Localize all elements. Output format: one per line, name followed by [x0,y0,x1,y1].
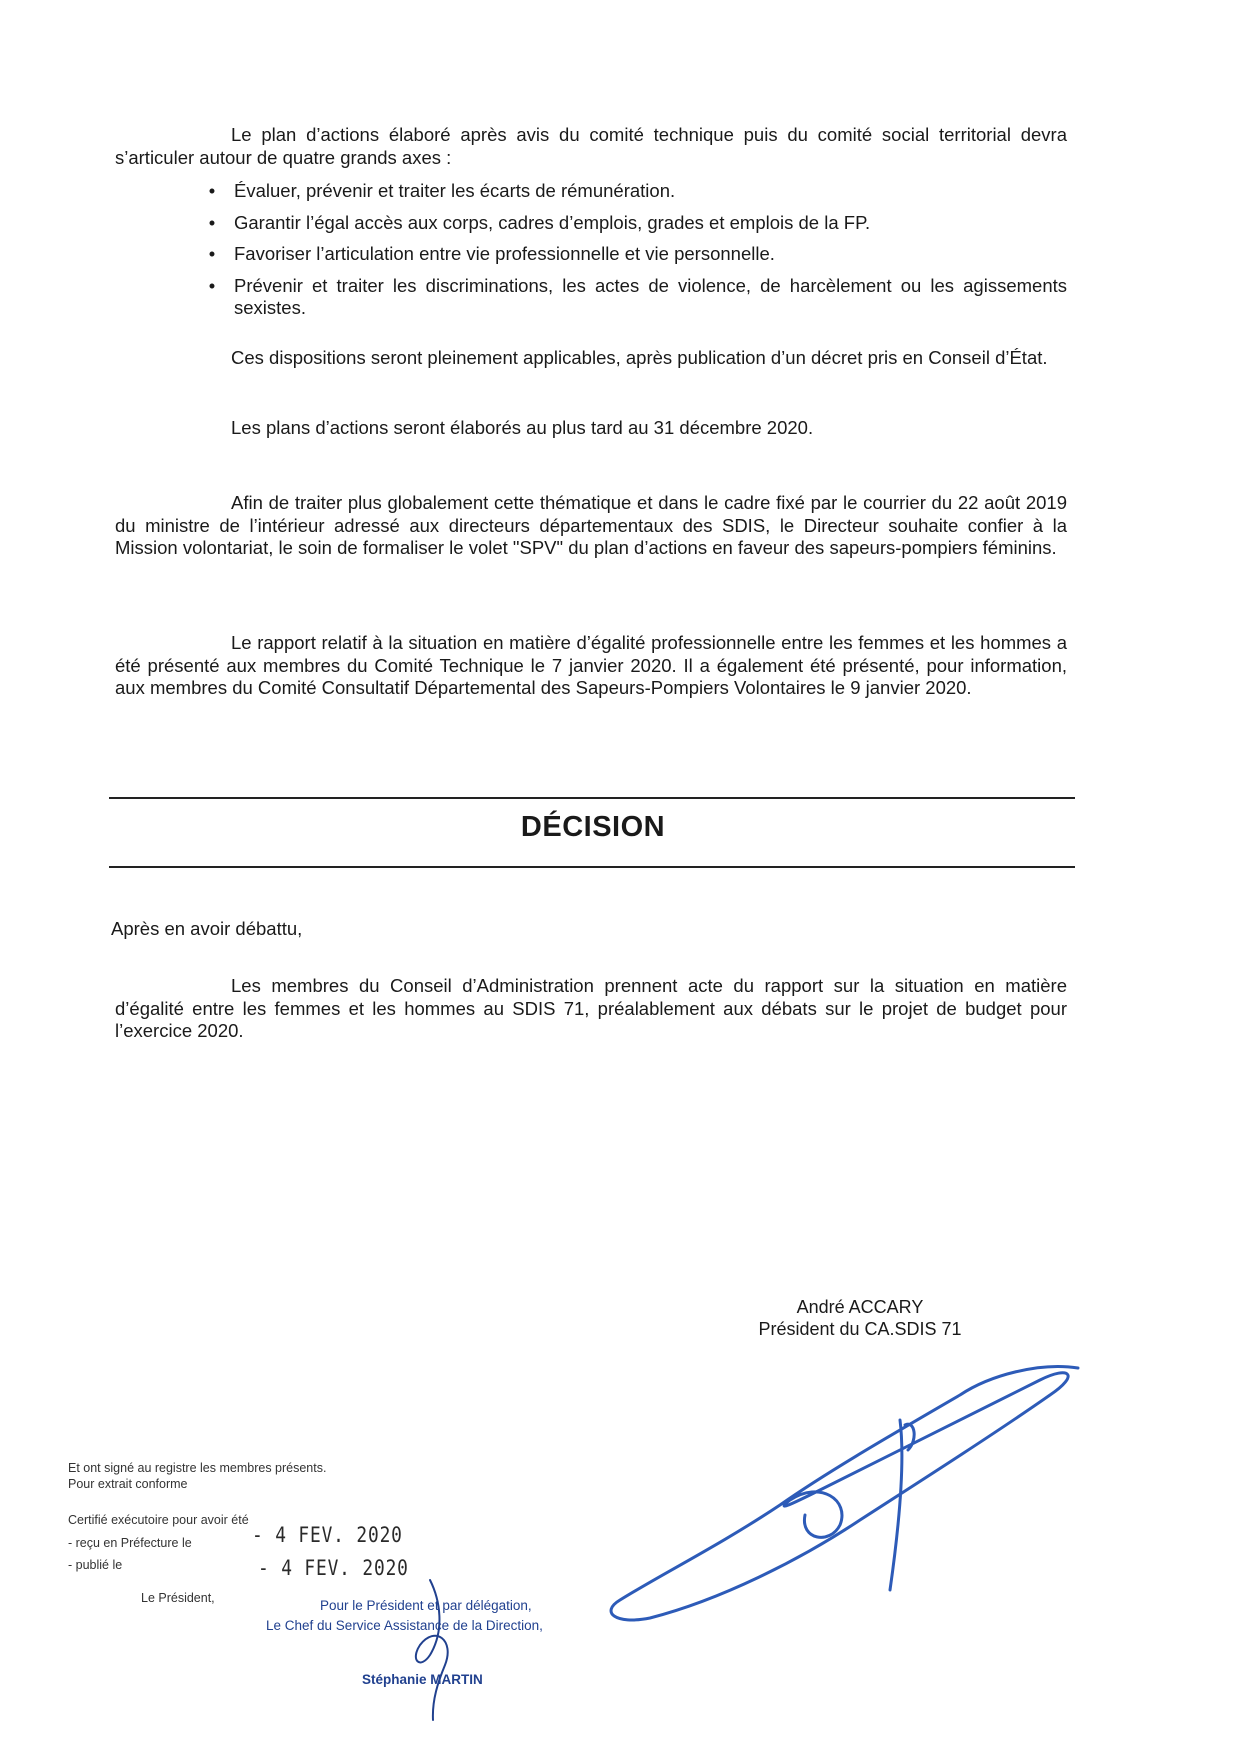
axis-text: Favoriser l’articulation entre vie professionnelle et vie personnelle. [234,243,775,264]
bullet-icon: • [208,274,216,296]
stamp-date-recu: - 4 FEV. 2020 [252,1523,403,1547]
mission-paragraph: Afin de traiter plus globalement cette thématique et dans le cadre fixé par le courrier du 22 août 2019 du ministre de l’intérieur adressé aux directeurs départementaux des SDIS, le Directeur souhaite confier à la Mission volontariat, le soin de formaliser le volet "SPV" du plan d’actions en faveur des sapeurs-pompiers féminins. [115,492,1067,558]
certifie-line: Certifié exécutoire pour avoir été [68,1513,249,1527]
bullet-icon: • [208,243,216,264]
decision-paragraph: Les membres du Conseil d’Administration prennent acte du rapport sur la situation en matière d’égalité entre les femmes et les hommes au SDIS 71, préalablement aux débats sur le projet de budget pour l’exercice 2020. [115,975,1067,1041]
signatory-title: Président du CA.SDIS 71 [758,1319,962,1339]
debate-line: Après en avoir débattu, [111,918,303,939]
signatory-name: André ACCARY [796,1297,924,1317]
decision-heading: DÉCISION [520,811,666,843]
axis-text: Évaluer, prévenir et traiter les écarts de rémunération. [234,180,676,201]
axis-text: Prévenir et traiter les discriminations, les actes de violence, de harcèlement ou les agissements sexistes. [234,274,1067,318]
report-paragraph: Le rapport relatif à la situation en matière d’égalité professionnelle entre les femmes et les hommes a été présenté aux membres du Comité Technique le 7 janvier 2020. Il a également été présenté, pour information, aux membres du Comité Consultatif Départemental des Sapeurs-Pompiers Volontaires le 9 janvier 2020. [115,632,1067,698]
handwritten-signature-icon [611,1367,1078,1620]
bullet-icon: • [208,211,216,233]
axis-text: Garantir l’égal accès aux corps, cadres d’emplois, grades et emplois de la FP. [234,211,871,233]
publie-line: - publié le [68,1558,123,1572]
president-line: Le Président, [141,1591,215,1605]
recu-line: - reçu en Préfecture le [68,1536,192,1550]
deadline-paragraph: Les plans d’actions seront élaborés au plus tard au 31 décembre 2020. [231,417,814,438]
delegate-name: Stéphanie MARTIN [362,1672,483,1687]
delegate-initial-scrawl-icon [416,1580,448,1720]
registre-line: Et ont signé au registre les membres présents. [68,1461,327,1475]
dispositions-paragraph: Ces dispositions seront pleinement applicables, après publication d’un décret pris en Conseil d’État. [231,347,1048,368]
delegation-line-2: Le Chef du Service Assistance de la Direction, [266,1618,543,1633]
stamp-date-publie: - 4 FEV. 2020 [258,1556,409,1580]
intro-paragraph: Le plan d’actions élaboré après avis du comité technique puis du comité social territorial devra s’articuler autour de quatre grands axes : [115,124,1067,168]
bullet-icon: • [208,180,216,201]
delegation-line-1: Pour le Président et par délégation, [320,1598,532,1613]
extrait-line: Pour extrait conforme [68,1477,188,1491]
